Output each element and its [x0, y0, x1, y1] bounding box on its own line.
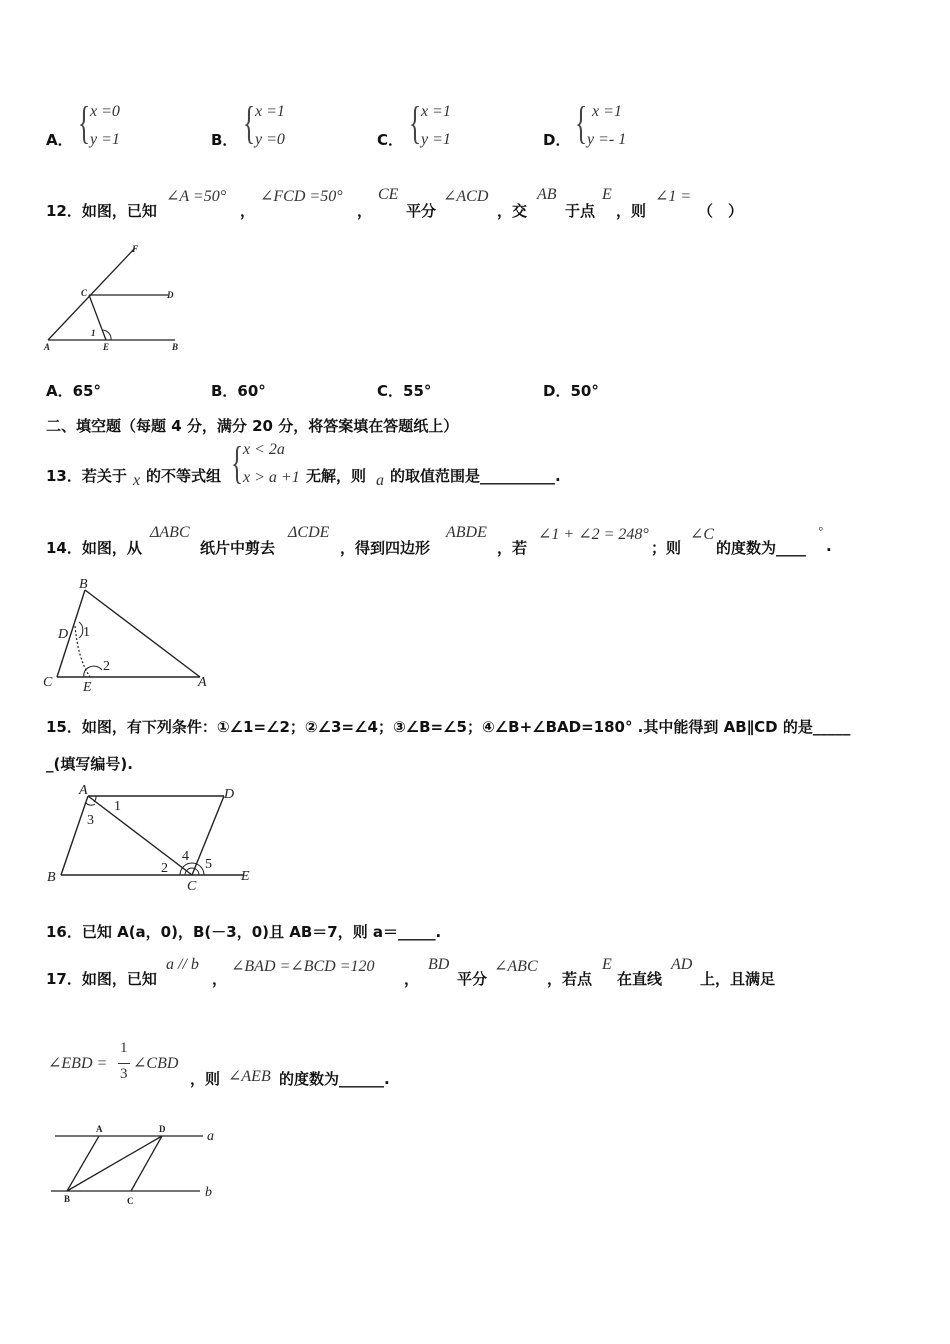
q12-number: 12．如图，已知: [46, 202, 157, 220]
q15-label-a: A: [79, 783, 88, 798]
q17-text: ，若点: [547, 970, 593, 988]
q15-label-4: 4: [182, 849, 189, 864]
q15-label-c: C: [187, 879, 197, 894]
q14-label-e: E: [83, 680, 92, 695]
q13-ineq-1: x < 2a: [243, 441, 285, 458]
q17-line-ab: [67, 1136, 99, 1191]
q14-period: .: [826, 537, 832, 555]
q17-text: ，则: [190, 1070, 221, 1088]
q17-number: 17．如图，已知: [46, 970, 157, 988]
q12-math-e: E: [602, 186, 612, 203]
q15-label-b: B: [47, 870, 56, 885]
q14-math-abc: ΔABC: [150, 524, 190, 541]
q12-math-angle-acd: ∠ACD: [443, 188, 489, 205]
q17-math-bd: BD: [428, 956, 450, 973]
q13-brace: {: [231, 437, 244, 488]
q14-label-2: 2: [103, 659, 110, 674]
q12-math-angle-fcd: ∠FCD =50°: [260, 188, 343, 205]
q17-math-ad: AD: [671, 956, 693, 973]
q17-label-d: D: [159, 1124, 166, 1134]
q17-sep: ，: [212, 970, 228, 988]
q17-math-e: E: [602, 956, 612, 973]
q11-option-a-brace: {: [78, 97, 91, 148]
q12-sep: ，: [240, 202, 256, 220]
q11-option-c-label: C．: [377, 131, 404, 149]
q17-math-ebd: ∠EBD =: [48, 1055, 108, 1072]
q17-label-line-a: a: [207, 1129, 214, 1144]
q15-line-1: 15．如图，有下列条件：①∠1=∠2；②∠3=∠4；③∠B=∠5；④∠B+∠BAD=180° .其中能得到 AB∥CD 的是_____: [46, 718, 851, 736]
q15-line-ab: [61, 796, 88, 875]
q12-label-a: A: [44, 342, 51, 352]
q15-figure: [40, 782, 260, 894]
q11-option-c-brace: {: [409, 97, 422, 148]
section-title: 二、填空题（每题 4 分，满分 20 分，将答案填在答题纸上）: [46, 417, 459, 435]
q12-math-ab: AB: [537, 186, 557, 203]
q13-text: 的不等式组: [146, 467, 222, 485]
q11-option-a-label: A．: [46, 131, 73, 149]
q14-text: 纸片中剪去: [200, 539, 276, 557]
q14-text: ，若: [497, 539, 528, 557]
q17-text: 上，且满足: [700, 970, 776, 988]
q12-label-c: C: [81, 288, 88, 298]
q14-degree-sign: °: [818, 524, 823, 538]
q12-line-af: [48, 248, 135, 340]
q11-option-c-line1: x =1: [421, 103, 451, 120]
q17-label-c: C: [127, 1196, 134, 1206]
q17-answer-blank: 的度数为______.: [279, 1070, 390, 1088]
q17-fraction-denominator: 3: [120, 1066, 128, 1082]
q17-math-aeb: ∠AEB: [228, 1068, 271, 1085]
q12-option-c: C．55°: [377, 382, 432, 400]
q12-option-b: B．60°: [211, 382, 266, 400]
q14-label-c: C: [43, 675, 53, 690]
q13-math-x: x: [133, 472, 141, 489]
q13-math-a: a: [376, 472, 384, 489]
q14-label-1: 1: [83, 625, 90, 640]
question-16: 16．已知 A(a，0)，B(－3，0)且 AB＝7，则 a＝_____.: [46, 923, 442, 941]
q14-label-b: B: [79, 577, 88, 592]
q14-label-a: A: [198, 675, 207, 690]
q14-math-angles-sum: ∠1 + ∠2 = 248°: [538, 526, 649, 543]
q11-option-a-line2: y =1: [90, 131, 120, 148]
q15-label-1: 1: [114, 799, 121, 814]
q15-line-ac: [88, 796, 192, 875]
q12-option-d: D．50°: [543, 382, 599, 400]
q14-angle-2-arc: [84, 666, 102, 677]
q11-option-d-line2: y =- 1: [587, 131, 627, 148]
q14-text: ；则: [651, 539, 682, 557]
q14-label-d: D: [58, 627, 69, 642]
q17-sep: ，: [404, 970, 420, 988]
q12-label-1: 1: [91, 328, 96, 338]
q11-option-d-line1: x =1: [592, 103, 622, 120]
q12-text: ，则: [616, 202, 647, 220]
q12-label-d: D: [167, 290, 174, 300]
q13-answer-blank: 的取值范围是__________.: [390, 467, 561, 485]
q17-math-angles: ∠BAD =∠BCD =120: [231, 958, 375, 975]
q17-label-line-b: b: [205, 1185, 212, 1200]
q11-option-b-line1: x =1: [255, 103, 285, 120]
q12-option-a: A．65°: [46, 382, 101, 400]
q15-label-5: 5: [205, 857, 212, 872]
q13-ineq-2: x > a +1: [243, 469, 300, 486]
q13-text: 无解，则: [306, 467, 367, 485]
q12-text: 平分: [406, 202, 437, 220]
q11-option-a-line1: x =0: [90, 103, 120, 120]
q17-line-bd: [67, 1136, 162, 1191]
q12-sep: ，: [357, 202, 373, 220]
q17-text: 平分: [457, 970, 488, 988]
q11-option-b-label: B．: [211, 131, 238, 149]
q11-option-b-brace: {: [243, 97, 256, 148]
q15-line-2: _(填写编号).: [46, 755, 133, 773]
q14-text: ，得到四边形: [340, 539, 431, 557]
q12-figure: [40, 240, 190, 355]
q17-label-a: A: [96, 1124, 103, 1134]
q17-figure: [45, 1118, 225, 1210]
q11-option-d-label: D．: [543, 131, 571, 149]
q12-text: 于点: [565, 202, 596, 220]
q14-figure: [40, 574, 215, 695]
q12-label-f: F: [132, 244, 139, 254]
q11-option-b-line2: y =0: [255, 131, 285, 148]
q12-math-ce: CE: [378, 186, 399, 203]
q17-label-b: B: [64, 1194, 71, 1204]
q12-label-b: B: [172, 342, 179, 352]
q15-angle-3-arc: [86, 803, 95, 805]
q12-answer-parens: （ ）: [698, 202, 744, 220]
q14-math-angle-c: ∠C: [690, 526, 715, 543]
q14-number: 14．如图，从: [46, 539, 142, 557]
q17-fraction-bar: [118, 1063, 130, 1064]
q17-math-parallel: a // b: [166, 956, 199, 973]
q15-label-d: D: [224, 787, 235, 802]
q11-option-d-brace: {: [575, 97, 588, 148]
q12-math-angle-a: ∠A =50°: [166, 188, 227, 205]
q17-text: 在直线: [617, 970, 663, 988]
q12-math-angle-1: ∠1 =: [655, 188, 692, 205]
q17-fraction-numerator: 1: [120, 1040, 128, 1056]
q14-math-cde: ΔCDE: [288, 524, 330, 541]
q15-label-2: 2: [161, 861, 168, 876]
q17-math-cbd: ∠CBD: [133, 1055, 179, 1072]
q14-answer-blank: 的度数为____: [716, 539, 807, 557]
q15-label-3: 3: [87, 813, 94, 828]
q13-number: 13．若关于: [46, 467, 127, 485]
q17-math-abc: ∠ABC: [494, 958, 538, 975]
q12-text: ，交: [497, 202, 528, 220]
q14-math-abde: ABDE: [446, 524, 487, 541]
q11-option-c-line2: y =1: [421, 131, 451, 148]
q12-label-e: E: [103, 342, 110, 352]
q15-label-e: E: [241, 869, 250, 884]
